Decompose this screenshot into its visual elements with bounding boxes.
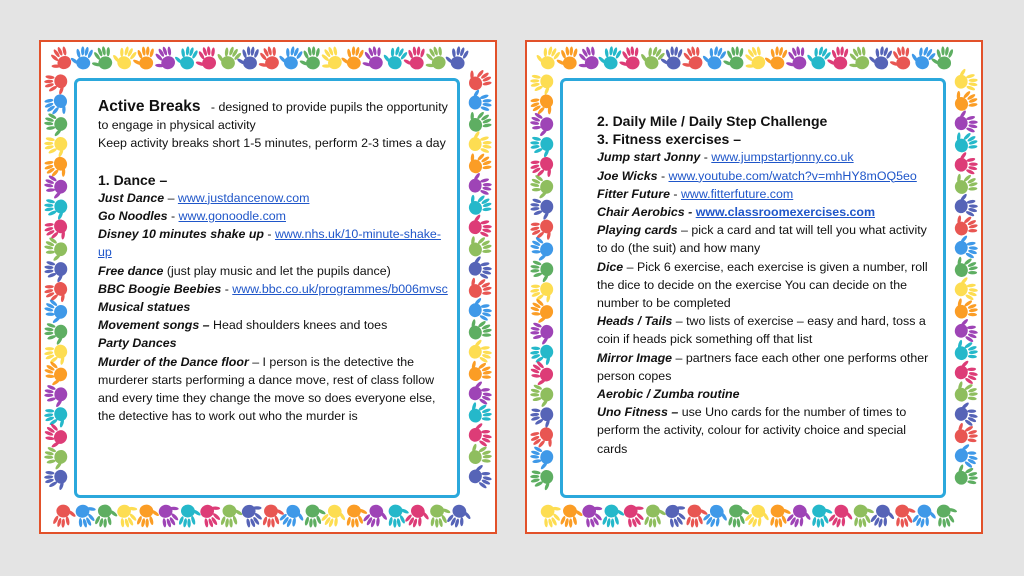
- handprint-icon: [643, 504, 666, 528]
- list-item: [98, 280, 448, 298]
- item-link[interactable]: www.bbc.co.uk/programmes/b006mvsc: [232, 281, 448, 296]
- handprint-icon: [869, 502, 898, 532]
- title-line: [98, 98, 448, 134]
- handprint-icon: [464, 147, 495, 177]
- handprint-icon: [42, 278, 71, 307]
- handprint-icon: [443, 44, 470, 72]
- handprint-icon: [303, 504, 326, 528]
- handprint-icon: [951, 252, 980, 281]
- item-link[interactable]: www.youtube.com/watch?v=mhHY8mOQ5eo: [668, 168, 917, 183]
- handprint-icon: [529, 467, 555, 493]
- item-name: Playing cards: [597, 223, 678, 238]
- handprint-icon: [843, 44, 873, 74]
- handprint-icon: [238, 499, 269, 530]
- handprint-icon: [467, 337, 495, 364]
- list-item: [597, 312, 933, 348]
- list-item: [98, 298, 448, 316]
- dance-list: [98, 189, 448, 426]
- list-item: [98, 207, 448, 225]
- handprint-icon: [42, 216, 72, 246]
- item-description: – I person is the detective the murderer starts performing a dance move, rest of class follow and every time they change the move so does everyone else, the detective has to work out who the murder is: [98, 354, 436, 424]
- handprint-icon: [427, 503, 453, 529]
- handprint-icon: [930, 45, 954, 70]
- handprint-icon: [686, 505, 709, 528]
- item-name: Uno Fitness –: [597, 405, 679, 420]
- handprint-icon: [528, 90, 559, 120]
- handprint-icon: [953, 192, 979, 218]
- handprint-icon: [768, 504, 792, 529]
- handprint-icon: [528, 445, 555, 472]
- item-name: Fitter Future: [597, 186, 670, 201]
- item-name: Dice: [597, 259, 624, 274]
- handprint-icon: [677, 44, 706, 73]
- handprint-icon: [465, 356, 493, 384]
- daily-mile-heading: 2. Daily Mile / Daily Step Challenge: [597, 113, 828, 129]
- handprint-icon: [701, 501, 732, 532]
- handprint-icon: [954, 68, 978, 92]
- handprint-icon: [465, 272, 494, 301]
- handprint-icon: [533, 42, 562, 72]
- handprint-icon: [298, 46, 323, 71]
- item-name: Aerobic / Zumba routine: [597, 387, 740, 402]
- item-name: Party Dances: [98, 336, 177, 351]
- handprint-icon: [527, 297, 556, 327]
- handprint-icon: [529, 321, 554, 346]
- handprint-icon: [155, 500, 185, 530]
- list-item: [597, 385, 933, 403]
- handprint-icon: [467, 378, 495, 406]
- handprint-icon: [616, 45, 643, 72]
- handprint-icon: [528, 153, 558, 183]
- handprint-icon: [810, 503, 835, 528]
- handprint-icon: [43, 467, 70, 494]
- handprint-icon: [172, 44, 199, 71]
- handprint-icon: [41, 298, 70, 327]
- handprint-icon: [196, 499, 227, 530]
- handprint-icon: [468, 130, 492, 154]
- handprint-icon: [42, 446, 68, 472]
- handprint-icon: [934, 502, 961, 529]
- handprint-icon: [88, 44, 116, 72]
- list-item: [597, 185, 933, 203]
- handprint-icon: [738, 44, 769, 75]
- item-link[interactable]: www.nhs.uk/10-minute-shake-up: [98, 227, 441, 260]
- handprint-icon: [213, 42, 243, 72]
- handprint-icon: [952, 399, 981, 428]
- handprint-icon: [950, 126, 980, 156]
- handprint-icon: [466, 440, 493, 467]
- handprint-icon: [952, 440, 981, 469]
- item-separator: -: [263, 227, 275, 242]
- handprint-icon: [43, 134, 69, 159]
- handprint-icon: [803, 42, 833, 72]
- handprint-icon: [345, 504, 369, 529]
- handprint-icon: [528, 383, 554, 409]
- item-name: Go Noodles: [98, 209, 168, 224]
- handprint-icon: [530, 260, 554, 283]
- handprint-icon: [468, 171, 493, 196]
- item-name: Murder of the Dance floor: [98, 354, 249, 369]
- list-item: [597, 148, 933, 166]
- item-name: Movement songs –: [98, 318, 210, 333]
- handprint-icon: [43, 384, 68, 409]
- handprint-icon: [527, 359, 556, 390]
- handprint-icon: [911, 502, 940, 531]
- handprint-icon: [743, 502, 774, 532]
- item-separator: -: [221, 281, 233, 296]
- handprint-icon: [527, 235, 556, 264]
- item-separator: -: [700, 150, 712, 165]
- handprint-icon: [827, 502, 857, 532]
- handprint-icon: [361, 502, 391, 532]
- handprint-icon: [953, 316, 981, 344]
- item-name: Just Dance: [98, 190, 165, 205]
- handprint-icon: [42, 112, 69, 139]
- handprint-icon: [954, 109, 979, 134]
- intro-text: Keep activity breaks short 1-5 minutes, perform 2-3 times a day: [98, 136, 446, 151]
- item-name: Chair Aerobics -: [597, 205, 693, 220]
- handprint-icon: [132, 46, 155, 70]
- handprint-icon: [44, 260, 67, 283]
- handprint-icon: [465, 314, 494, 343]
- page-title: Active Breaks: [98, 98, 201, 115]
- handprint-icon: [596, 44, 623, 71]
- handprint-icon: [660, 46, 684, 70]
- item-description: – pick a card and tat will tell you what activity to do (the suit) and how many: [597, 223, 927, 256]
- item-name: Heads / Tails: [597, 314, 673, 329]
- handprint-icon: [42, 341, 71, 369]
- handprint-icon: [528, 216, 557, 245]
- active-breaks-card-right: [525, 40, 983, 534]
- handprint-icon: [528, 279, 557, 307]
- handprint-icon: [403, 46, 426, 69]
- handprint-icon: [952, 336, 980, 364]
- handprint-icon: [527, 173, 556, 202]
- list-item: [597, 349, 933, 385]
- item-link[interactable]: www.gonoodle.com: [178, 209, 286, 224]
- handprint-icon: [113, 500, 143, 530]
- handprint-icon: [236, 46, 260, 70]
- handprint-icon: [721, 46, 746, 71]
- item-separator: -: [669, 186, 681, 201]
- handprint-icon: [952, 378, 979, 405]
- handprint-icon: [763, 45, 789, 71]
- handprint-icon: [41, 360, 70, 390]
- handprint-icon: [44, 197, 69, 221]
- handprint-icon: [72, 500, 101, 530]
- dance-heading: 1. Dance –: [98, 171, 168, 188]
- item-name: Musical statues: [98, 300, 191, 315]
- handprint-icon: [528, 423, 559, 454]
- handprint-icon: [403, 502, 433, 532]
- right-content: [597, 112, 933, 458]
- handprint-icon: [699, 43, 727, 72]
- handprint-icon: [358, 45, 386, 73]
- handprint-icon: [950, 84, 981, 114]
- handprint-icon: [950, 168, 980, 198]
- list-item: [98, 316, 448, 334]
- handprint-icon: [220, 504, 243, 528]
- list-item: [597, 221, 933, 257]
- handprint-icon: [620, 499, 651, 530]
- list-item: [98, 262, 448, 280]
- item-link[interactable]: www.classroomexercises.com: [695, 205, 876, 220]
- handprint-icon: [467, 420, 495, 448]
- handprint-icon: [559, 504, 584, 529]
- handprint-icon: [530, 135, 555, 159]
- list-item: [597, 258, 933, 313]
- handprint-icon: [952, 420, 979, 446]
- handprint-icon: [339, 45, 365, 71]
- page-subtitle: - designed to provide pupils the opportunity to engage in physical activity: [98, 100, 448, 133]
- handprint-icon: [41, 422, 70, 453]
- fitness-heading: 3. Fitness exercises –: [597, 131, 741, 148]
- handprint-icon: [319, 502, 350, 532]
- active-breaks-card-left: [39, 40, 497, 534]
- list-item: [98, 225, 448, 261]
- handprint-icon: [380, 42, 410, 72]
- left-content: [98, 98, 448, 425]
- list-item: [98, 189, 448, 207]
- item-description: – Pick 6 exercise, each exercise is given a number, roll the dice to decide on the exercise You can decide on the number to be completed: [597, 259, 928, 311]
- handprint-icon: [892, 502, 918, 529]
- list-item: [597, 203, 933, 221]
- handprint-icon: [887, 45, 913, 72]
- handprint-icon: [41, 174, 69, 202]
- item-link[interactable]: www.fitterfuture.com: [680, 186, 794, 201]
- handprint-icon: [469, 89, 492, 112]
- handprint-icon: [529, 404, 556, 431]
- handprint-icon: [851, 503, 877, 529]
- handprint-icon: [445, 502, 474, 532]
- handprint-icon: [826, 46, 849, 69]
- handprint-icon: [52, 503, 78, 530]
- item-description: (just play music and let the pupils dance): [163, 263, 391, 278]
- handprint-icon: [636, 42, 666, 72]
- handprint-icon: [464, 231, 494, 261]
- handprint-icon: [276, 43, 304, 72]
- fitness-list: [597, 148, 933, 457]
- item-description: Head shoulders knees and toes: [209, 318, 388, 333]
- handprint-icon: [727, 504, 750, 528]
- item-description: use Uno cards for the number of times to perform the activity, colour for activity choice and special cards: [597, 405, 907, 456]
- handprint-icon: [277, 501, 308, 532]
- item-link[interactable]: www.justdancenow.com: [177, 190, 310, 205]
- handprint-icon: [262, 505, 285, 528]
- handprint-icon: [782, 45, 810, 73]
- item-name: Disney 10 minutes shake up: [98, 227, 264, 242]
- item-separator: -: [167, 209, 179, 224]
- list-item: [98, 334, 448, 352]
- handprint-icon: [572, 44, 602, 74]
- handprint-icon: [661, 499, 692, 530]
- handprint-icon: [44, 322, 68, 345]
- handprint-icon: [253, 44, 282, 73]
- handprint-icon: [530, 198, 553, 221]
- handprint-icon: [951, 210, 980, 239]
- handprint-icon: [315, 44, 346, 75]
- handprint-icon: [466, 398, 494, 426]
- handprint-icon: [42, 153, 73, 183]
- item-separator: –: [164, 190, 178, 205]
- handprint-icon: [953, 233, 980, 260]
- handprint-icon: [136, 504, 161, 529]
- handprint-icon: [529, 72, 555, 97]
- handprint-icon: [464, 189, 494, 219]
- handprint-icon: [192, 45, 219, 72]
- handprint-icon: [41, 236, 70, 265]
- handprint-icon: [951, 294, 979, 322]
- item-name: Joe Wicks: [597, 168, 658, 183]
- item-separator: -: [657, 168, 669, 183]
- handprint-icon: [537, 500, 567, 530]
- handprint-icon: [466, 461, 495, 490]
- handprint-icon: [44, 44, 75, 75]
- item-name: Jump start Jonny: [597, 150, 701, 165]
- handprint-icon: [467, 296, 494, 323]
- handprint-icon: [785, 502, 815, 532]
- handprint-icon: [463, 105, 494, 136]
- handprint-icon: [149, 44, 179, 74]
- handprint-icon: [953, 274, 981, 301]
- handprint-icon: [954, 150, 980, 175]
- item-link[interactable]: www.jumpstartjonny.co.uk: [711, 150, 854, 165]
- handprint-icon: [463, 63, 494, 94]
- handprint-icon: [555, 46, 578, 70]
- handprint-icon: [907, 42, 938, 72]
- handprint-icon: [419, 44, 449, 74]
- item-name: Free dance: [98, 263, 164, 278]
- item-description: – partners face each other one performs other person copes: [597, 350, 929, 383]
- handprint-icon: [467, 254, 493, 280]
- handprint-icon: [601, 504, 625, 529]
- item-name: Mirror Image: [597, 350, 673, 365]
- handprint-icon: [866, 44, 893, 72]
- handprint-icon: [953, 357, 981, 385]
- handprint-icon: [178, 504, 202, 529]
- list-item: [597, 167, 933, 185]
- handprint-icon: [42, 90, 73, 121]
- handprint-icon: [578, 500, 608, 530]
- handprint-icon: [953, 462, 979, 488]
- handprint-icon: [468, 213, 494, 238]
- handprint-icon: [386, 503, 411, 528]
- list-item: [98, 353, 448, 426]
- handprint-icon: [527, 111, 555, 139]
- handprint-icon: [94, 503, 120, 529]
- item-description: – two lists of exercise – easy and hard, toss a coin if heads pick something off that list: [597, 314, 926, 347]
- handprint-icon: [69, 45, 94, 71]
- handprint-icon: [43, 71, 70, 97]
- handprint-icon: [109, 42, 138, 72]
- item-name: BBC Boogie Beebies: [98, 281, 222, 296]
- list-item: [597, 403, 933, 458]
